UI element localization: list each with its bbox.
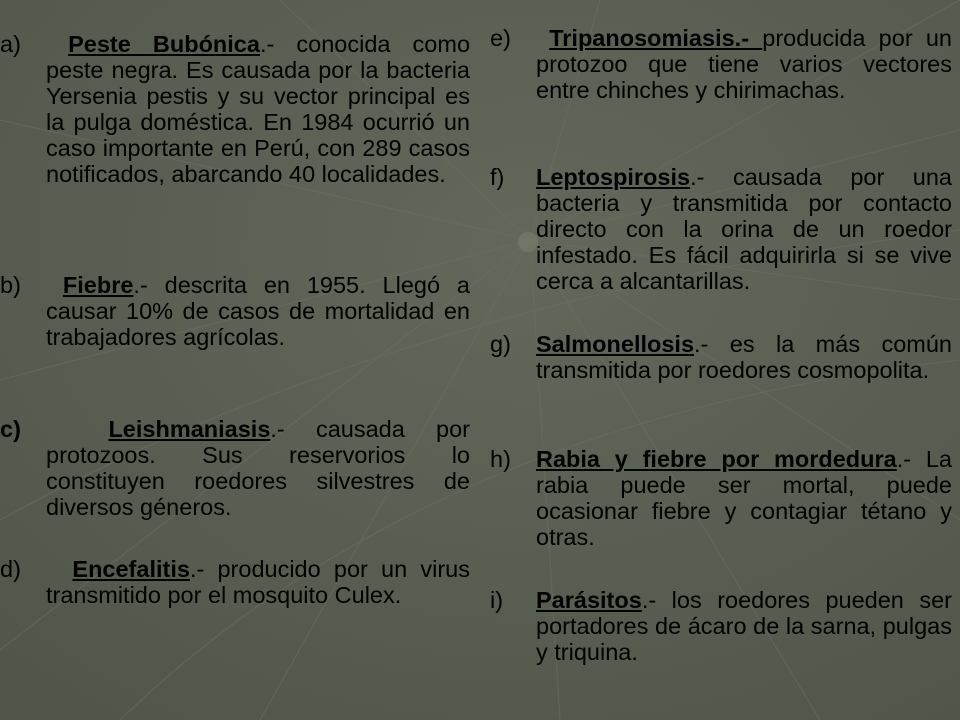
item-term: Salmonellosis <box>536 331 695 357</box>
list-item-c <box>0 416 470 520</box>
item-term: Fiebre <box>62 272 134 298</box>
item-term: Tripanosomiasis.- <box>549 25 763 51</box>
list-item-i <box>490 587 952 665</box>
item-text: .- los roedores pueden ser portadores de ácaro de la sarna, pulgas y triquina. <box>536 587 952 665</box>
item-text: .- conocida como peste negra. Es causada por la bacteria Yersenia pestis y su vector principal es la pulga doméstica. En 1984 ocurrió un caso importante en Perú, con 289 casos notificados, abarcando 40 localidades. <box>46 31 471 187</box>
item-term: Parásitos <box>536 587 642 613</box>
item-letter: e) <box>490 25 511 51</box>
item-spacer <box>46 556 72 582</box>
item-text: .- La rabia puede ser mortal, puede ocasionar fiebre y contagiar tétano y otras. <box>536 446 952 550</box>
item-letter: b) <box>0 272 21 298</box>
item-text: .- causada por una bacteria y transmitida por contacto directo con la orina de un roedor infestado. Es fácil adquirirla si se vive cerca a alcantarillas. <box>536 164 952 294</box>
item-spacer <box>46 272 63 298</box>
item-text: .- descrita en 1955. Llegó a causar 10% de casos de mortalidad en trabajadores agrícolas. <box>46 272 470 350</box>
item-term: Rabia y fiebre por mordedura <box>536 446 897 472</box>
list-item-g <box>490 331 952 383</box>
item-letter: d) <box>0 556 21 582</box>
item-text: .- es la más común transmitida por roedores cosmopolita. <box>536 331 952 383</box>
item-letter: i) <box>490 587 504 613</box>
list-item-d <box>0 556 470 608</box>
item-term: Leishmaniasis <box>108 416 271 442</box>
list-item-b <box>0 272 470 350</box>
list-item-f <box>490 164 952 294</box>
item-term: Leptospirosis <box>536 164 691 190</box>
item-letter: g) <box>490 331 511 357</box>
list-item-a <box>0 31 470 187</box>
item-text: producida por un protozoo que tiene varios vectores entre chinches y chirimachas. <box>536 25 952 103</box>
item-spacer <box>46 31 68 57</box>
item-letter: c) <box>0 416 21 442</box>
list-item-e <box>490 25 952 103</box>
item-letter: f) <box>490 164 505 190</box>
item-spacer <box>536 25 549 51</box>
item-text: .- causada por protozoos. Sus reservorios lo constituyen roedores silvestres de diversos géneros. <box>46 416 470 520</box>
item-letter: h) <box>490 446 511 472</box>
item-text: .- producido por un virus transmitido por el mosquito Culex. <box>46 556 470 608</box>
list-item-h <box>490 446 952 550</box>
item-spacer <box>46 416 108 442</box>
item-letter: a) <box>0 31 21 57</box>
item-term: Encefalitis <box>72 556 190 582</box>
item-term: Peste Bubónica <box>68 31 260 57</box>
